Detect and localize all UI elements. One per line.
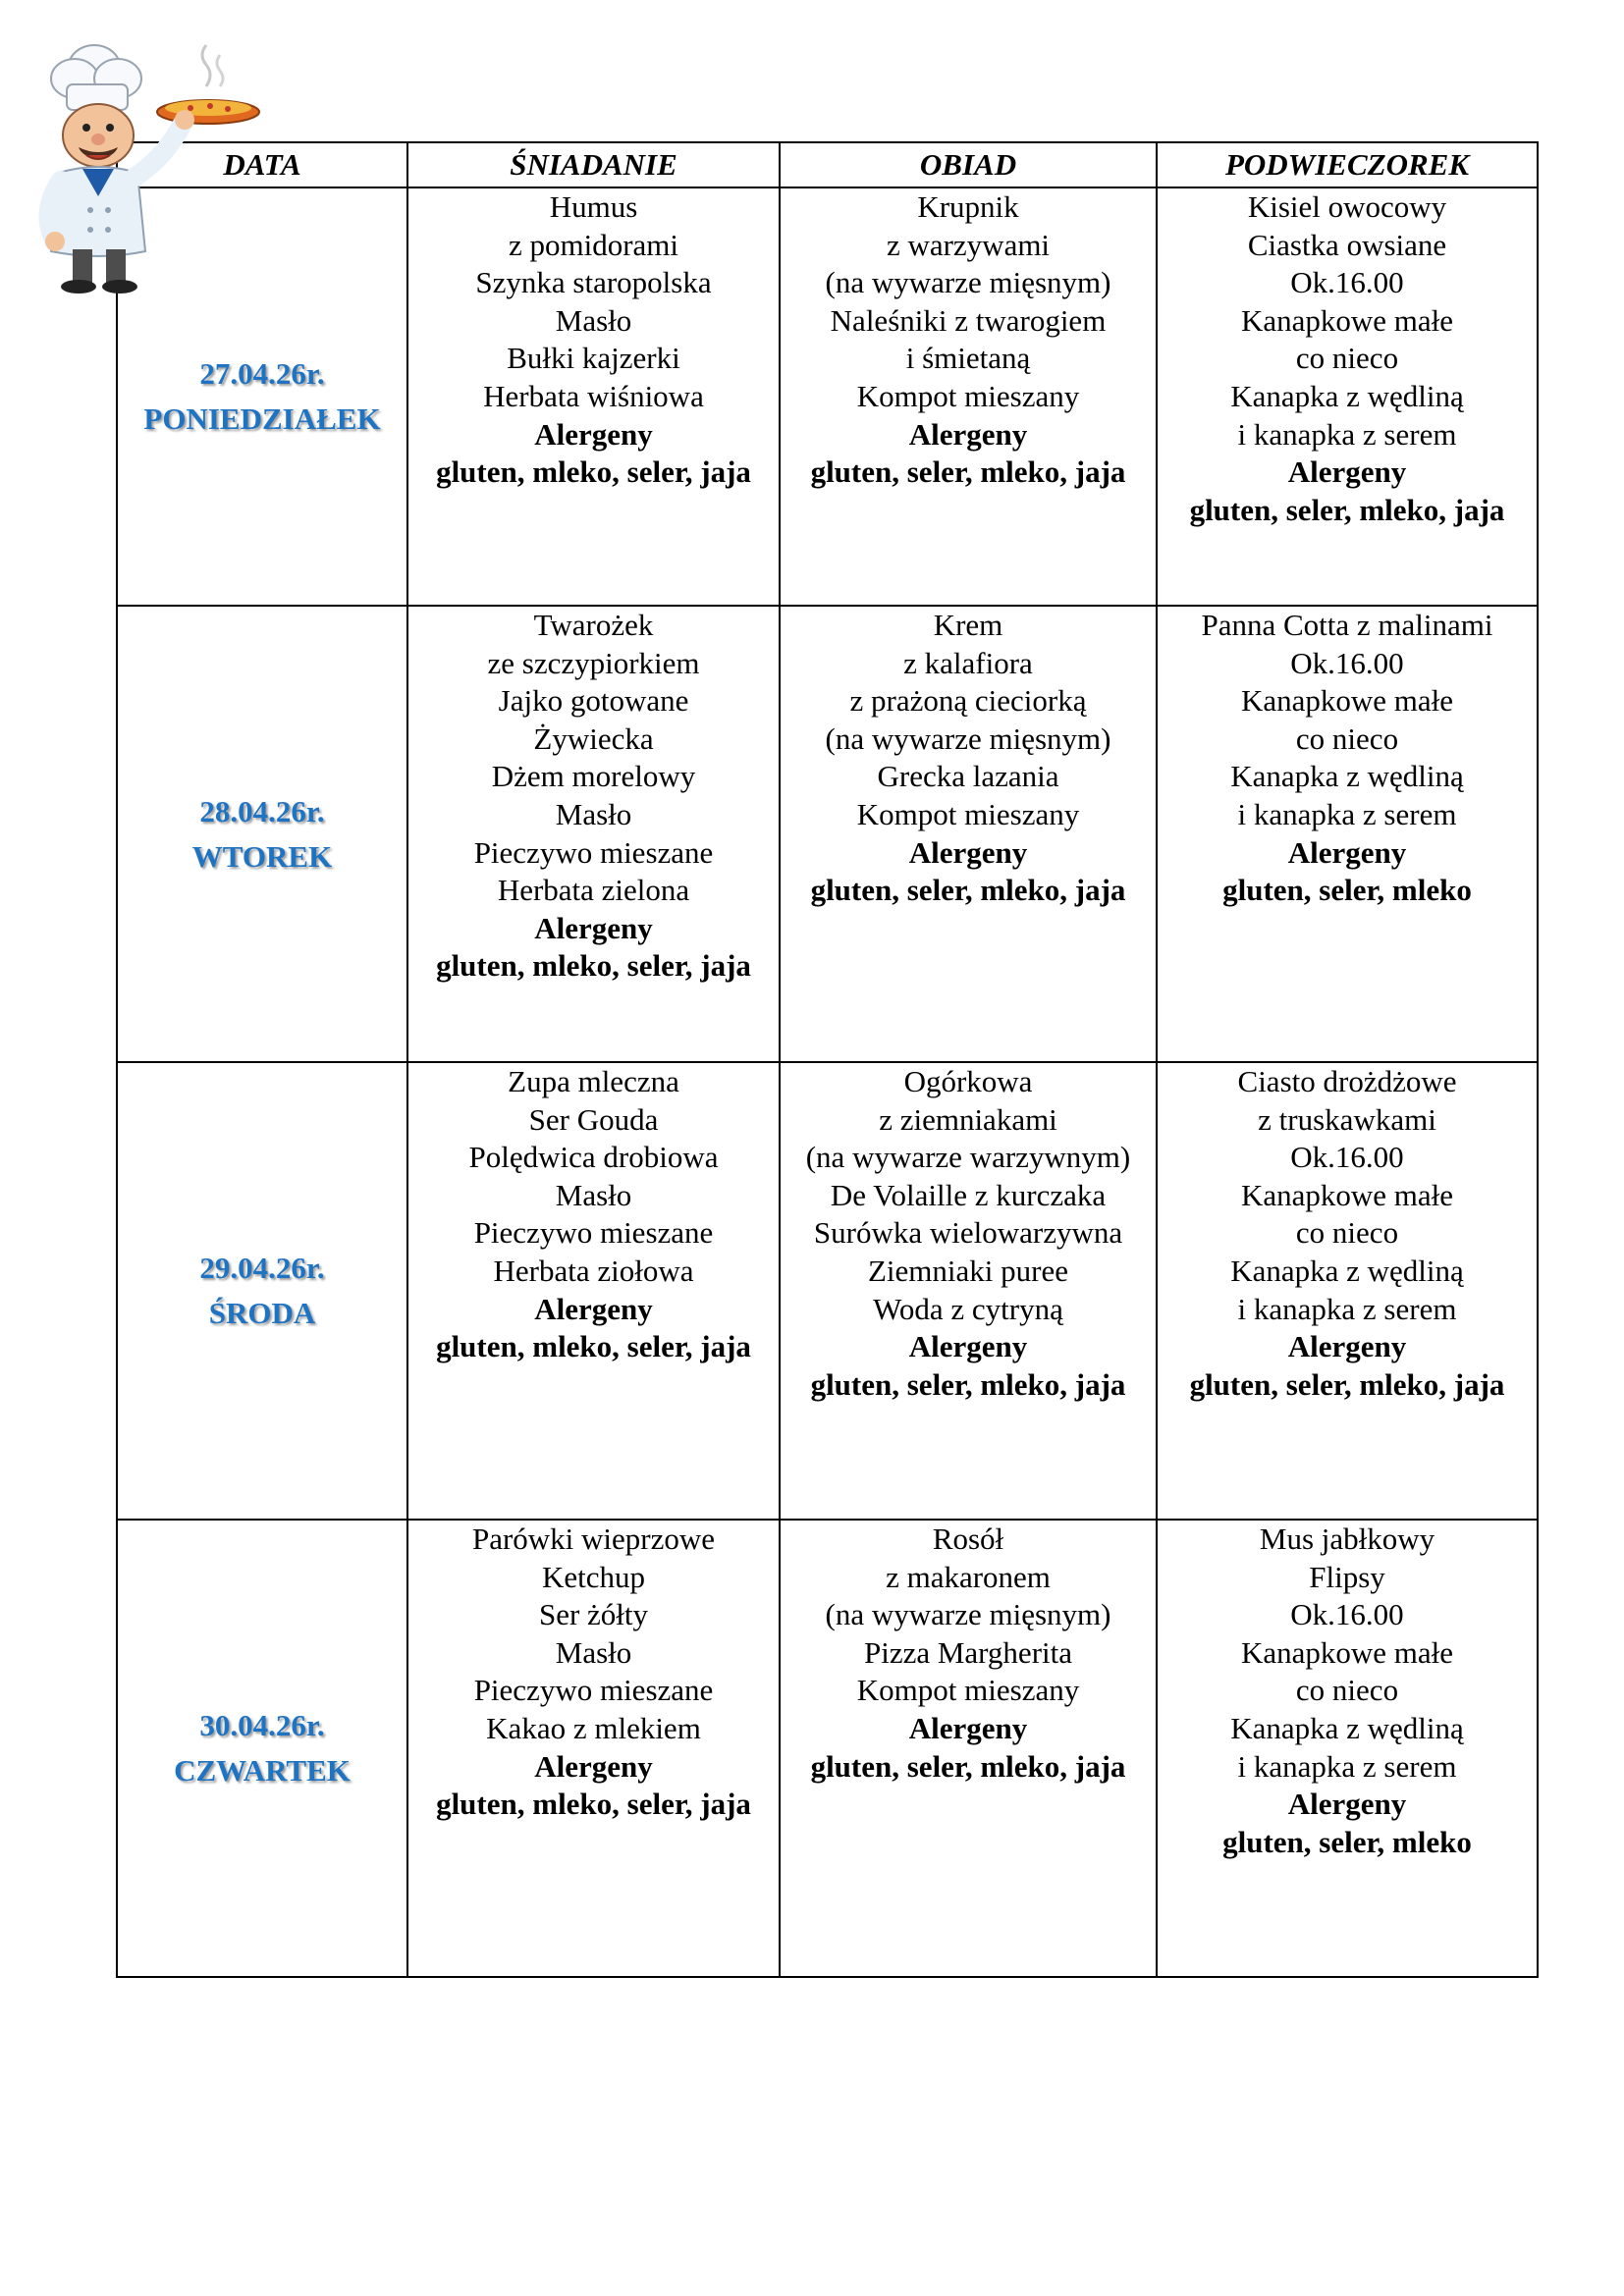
- lunch-cell: [780, 187, 1157, 606]
- allergen-label: Alergeny: [534, 416, 653, 452]
- allergen-label: Alergeny: [908, 1710, 1028, 1745]
- menu-item: z makaronem: [886, 1559, 1051, 1594]
- header-breakfast: ŚNIADANIE: [407, 142, 780, 187]
- menu-item: Ogórkowa: [903, 1064, 1033, 1098]
- menu-item: Kanapka z wędliną: [1230, 1710, 1464, 1745]
- menu-item: Kanapka z wędliną: [1230, 378, 1464, 413]
- breakfast-cell: [407, 606, 780, 1062]
- menu-item: Herbata zielona: [497, 873, 690, 908]
- menu-item: i kanapka z serem: [1237, 1748, 1457, 1784]
- day-row: [117, 187, 1538, 606]
- allergen-list: gluten, seler, mleko, jaja: [810, 873, 1126, 908]
- menu-item: Kanapka z wędliną: [1230, 759, 1464, 794]
- menu-item: Jajko gotowane: [498, 683, 689, 719]
- menu-item: Masło: [555, 1634, 632, 1670]
- allergen-list: gluten, seler, mleko, jaja: [810, 454, 1126, 490]
- menu-item: Krem: [933, 608, 1003, 642]
- day-row: [117, 1520, 1538, 1977]
- menu-item: Ser Gouda: [528, 1101, 659, 1137]
- menu-item: i kanapka z serem: [1237, 1291, 1457, 1326]
- day-cell: [117, 1520, 407, 1977]
- menu-item: z truskawkami: [1258, 1101, 1436, 1137]
- day-cell: [117, 1062, 407, 1520]
- snack-cell: [1157, 1520, 1538, 1977]
- menu-item: Kanapkowe małe: [1240, 683, 1454, 719]
- day-name: WTOREK: [191, 838, 333, 874]
- day-date: 30.04.26r.: [199, 1708, 325, 1742]
- menu-item: Kakao z mlekiem: [486, 1710, 701, 1745]
- breakfast-cell: [407, 1520, 780, 1977]
- allergen-list: gluten, seler, mleko, jaja: [1189, 1366, 1505, 1402]
- snack-cell: [1157, 187, 1538, 606]
- menu-item: co nieco: [1295, 341, 1399, 376]
- menu-item: (na wywarze mięsnym): [825, 265, 1111, 300]
- menu-item: Kompot mieszany: [856, 796, 1080, 831]
- menu-item: (na wywarze mięsnym): [825, 721, 1111, 756]
- menu-item: (na wywarze mięsnym): [825, 1597, 1111, 1632]
- menu-item: z kalafiora: [903, 645, 1033, 680]
- lunch-cell: [780, 1520, 1157, 1977]
- day-date: 29.04.26r.: [199, 1251, 325, 1285]
- menu-item: z pomidorami: [508, 227, 679, 262]
- menu-item: i kanapka z serem: [1237, 796, 1457, 831]
- day-date: 28.04.26r.: [199, 793, 325, 828]
- day-row: [117, 606, 1538, 1062]
- allergen-list: gluten, mleko, seler, jaja: [436, 454, 751, 490]
- menu-item: Herbata ziołowa: [493, 1253, 694, 1288]
- menu-item: Kanapkowe małe: [1240, 302, 1454, 338]
- snack-cell: [1157, 1062, 1538, 1520]
- menu-item: z warzywami: [886, 227, 1051, 262]
- menu-item: Kompot mieszany: [856, 378, 1080, 413]
- allergen-list: gluten, seler, mleko: [1222, 1824, 1472, 1859]
- menu-item: Krupnik: [917, 189, 1019, 224]
- menu-item: (na wywarze warzywnym): [805, 1140, 1131, 1175]
- chef-with-pizza-icon: [14, 27, 269, 302]
- allergen-label: Alergeny: [1287, 1787, 1407, 1822]
- allergen-label: Alergeny: [534, 1748, 653, 1784]
- lunch-cell: [780, 606, 1157, 1062]
- menu-item: Grecka lazania: [877, 759, 1059, 794]
- menu-item: Twarożek: [533, 608, 654, 642]
- menu-item: Surówka wielowarzywna: [813, 1215, 1123, 1251]
- allergen-label: Alergeny: [534, 910, 653, 945]
- menu-item: Ketchup: [541, 1559, 646, 1594]
- breakfast-cell: [407, 187, 780, 606]
- menu-item: Ok.16.00: [1290, 265, 1404, 300]
- header-snack: PODWIECZOREK: [1157, 142, 1538, 187]
- menu-item: Woda z cytryną: [873, 1291, 1063, 1326]
- menu-item: Kanapkowe małe: [1240, 1634, 1454, 1670]
- day-row: [117, 1062, 1538, 1520]
- menu-item: Masło: [555, 1177, 632, 1212]
- menu-item: Masło: [555, 302, 632, 338]
- menu-item: Kanapkowe małe: [1240, 1177, 1454, 1212]
- menu-item: Masło: [555, 796, 632, 831]
- allergen-list: gluten, seler, mleko, jaja: [810, 1366, 1126, 1402]
- menu-item: Flipsy: [1309, 1559, 1385, 1594]
- menu-item: Pieczywo mieszane: [473, 834, 714, 870]
- day-name: ŚRODA: [208, 1296, 316, 1330]
- menu-item: co nieco: [1295, 1215, 1399, 1251]
- menu-item: Humus: [549, 189, 638, 224]
- day-name: CZWARTEK: [174, 1753, 351, 1788]
- day-cell: [117, 606, 407, 1062]
- allergen-label: Alergeny: [908, 834, 1028, 870]
- breakfast-cell: [407, 1062, 780, 1520]
- menu-item: i kanapka z serem: [1237, 416, 1457, 452]
- menu-item: Dżem morelowy: [491, 759, 696, 794]
- menu-item: Ziemniaki puree: [868, 1253, 1068, 1288]
- menu-item: Zupa mleczna: [508, 1064, 679, 1098]
- allergen-label: Alergeny: [1287, 454, 1407, 490]
- allergen-list: gluten, mleko, seler, jaja: [436, 1787, 751, 1822]
- menu-item: z ziemniakami: [879, 1101, 1057, 1137]
- menu-item: Mus jabłkowy: [1259, 1522, 1435, 1556]
- menu-item: Ok.16.00: [1290, 1140, 1404, 1175]
- menu-item: De Volaille z kurczaka: [830, 1177, 1107, 1212]
- menu-item: Bułki kajzerki: [507, 341, 680, 376]
- menu-item: Pieczywo mieszane: [473, 1215, 714, 1251]
- allergen-label: Alergeny: [1287, 1329, 1407, 1364]
- header-lunch: OBIAD: [780, 142, 1157, 187]
- menu-item: Szynka staropolska: [475, 265, 712, 300]
- allergen-list: gluten, seler, mleko, jaja: [810, 1748, 1126, 1784]
- menu-item: z prażoną cieciorką: [849, 683, 1087, 719]
- menu-item: Panna Cotta z malinami: [1201, 608, 1493, 642]
- menu-item: Kanapka z wędliną: [1230, 1253, 1464, 1288]
- allergen-list: gluten, seler, mleko: [1222, 873, 1472, 908]
- allergen-label: Alergeny: [908, 416, 1028, 452]
- menu-item: i śmietaną: [905, 341, 1031, 376]
- menu-item: Ok.16.00: [1290, 645, 1404, 680]
- menu-item: ze szczypiorkiem: [487, 645, 700, 680]
- menu-item: Ciastka owsiane: [1247, 227, 1447, 262]
- menu-item: Żywiecka: [533, 721, 654, 756]
- allergen-list: gluten, mleko, seler, jaja: [436, 948, 751, 984]
- menu-item: Parówki wieprzowe: [471, 1522, 716, 1556]
- menu-item: Ciasto drożdżowe: [1237, 1064, 1457, 1098]
- menu-item: Naleśniki z twarogiem: [830, 302, 1107, 338]
- allergen-label: Alergeny: [908, 1329, 1028, 1364]
- menu-item: Kisiel owocowy: [1247, 189, 1447, 224]
- menu-item: Pieczywo mieszane: [473, 1673, 714, 1708]
- lunch-cell: [780, 1062, 1157, 1520]
- allergen-list: gluten, seler, mleko, jaja: [1189, 492, 1505, 527]
- header-date: DATA: [117, 142, 407, 187]
- menu-item: Ok.16.00: [1290, 1597, 1404, 1632]
- menu-item: Rosół: [932, 1522, 1004, 1556]
- header-row: [117, 142, 1538, 187]
- menu-item: Herbata wiśniowa: [483, 378, 704, 413]
- menu-item: co nieco: [1295, 1673, 1399, 1708]
- allergen-label: Alergeny: [534, 1291, 653, 1326]
- snack-cell: [1157, 606, 1538, 1062]
- menu-item: Polędwica drobiowa: [468, 1140, 719, 1175]
- weekly-menu-table: [116, 141, 1539, 1978]
- menu-item: Kompot mieszany: [856, 1673, 1080, 1708]
- menu-item: co nieco: [1295, 721, 1399, 756]
- allergen-list: gluten, mleko, seler, jaja: [436, 1329, 751, 1364]
- menu-item: Pizza Margherita: [863, 1634, 1073, 1670]
- allergen-label: Alergeny: [1287, 834, 1407, 870]
- menu-item: Ser żółty: [538, 1597, 649, 1632]
- day-date: 27.04.26r.: [199, 356, 325, 391]
- day-name: PONIEDZIAŁEK: [143, 401, 381, 436]
